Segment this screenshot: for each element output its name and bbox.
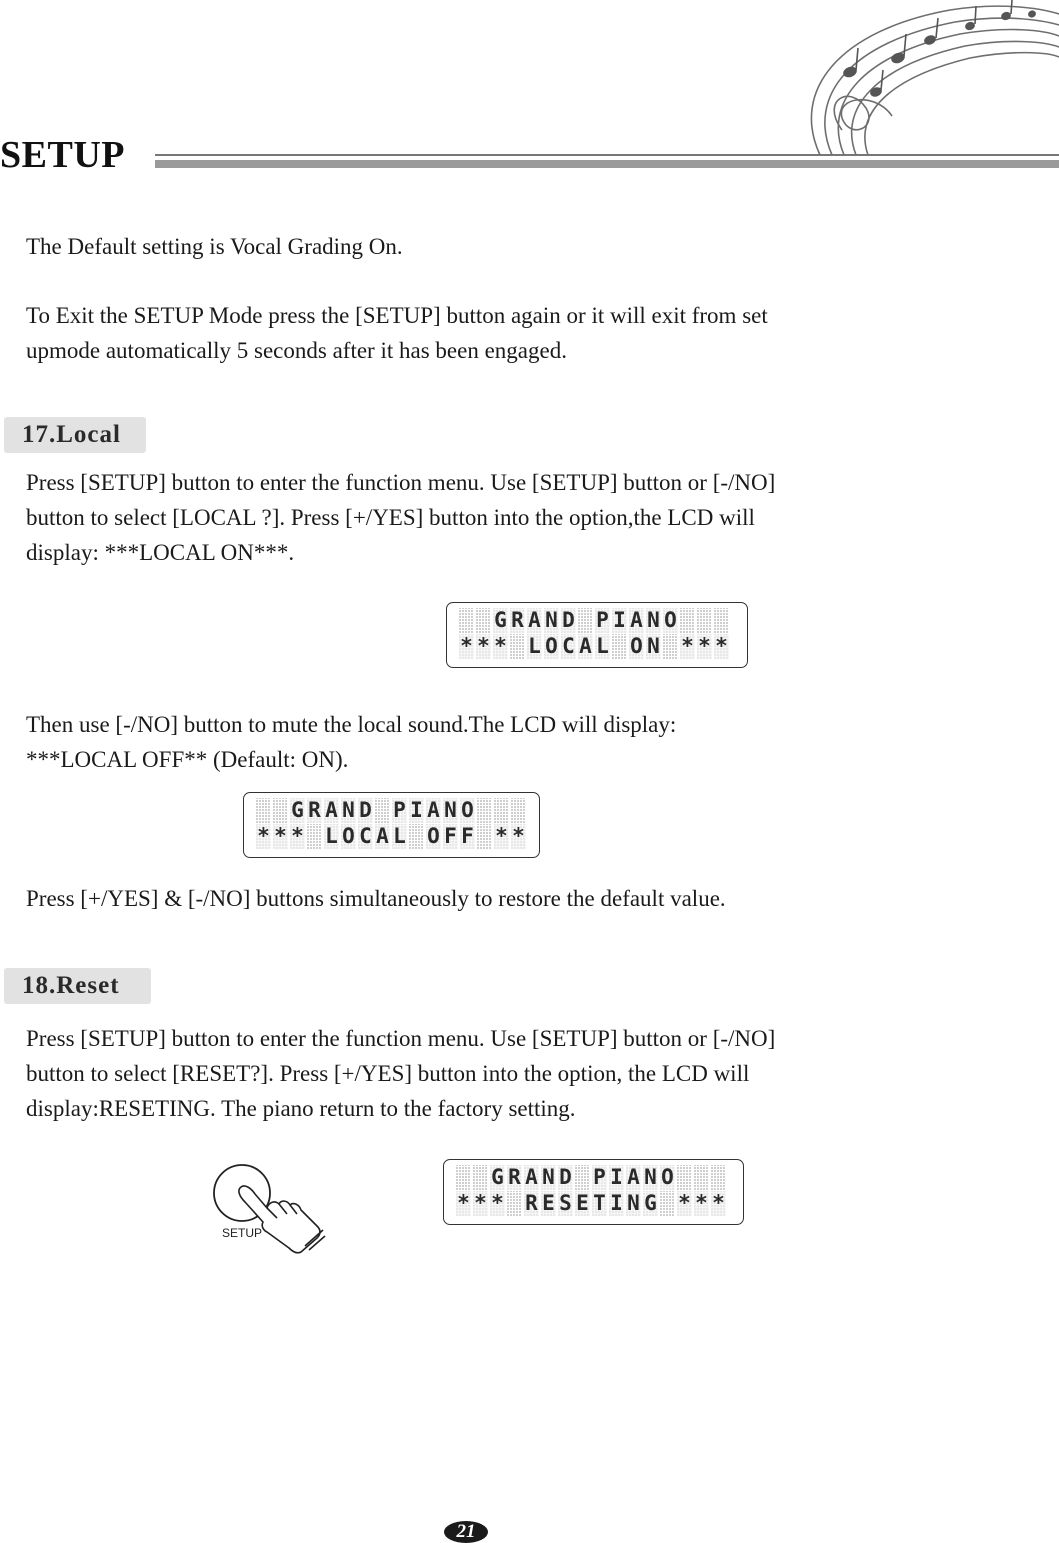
- lcd-character-cell: N: [545, 608, 558, 632]
- reset-instructions: Press [SETUP] button to enter the function menu. Use [SETUP] button or [-/NO] button to select [RESET?]. Press [+/YES] button into the option, the LCD will display:RESETING. The piano return to the factory setting.: [26, 1026, 776, 1121]
- local-mute-text: Then use [-/NO] button to mute the local sound.The LCD will display: ***LOCAL OFF** (Default: ON).: [26, 712, 677, 772]
- lcd-character-cell: I: [410, 798, 423, 822]
- lcd-line-1: [456, 1165, 731, 1190]
- lcd-character-cell: [459, 608, 474, 633]
- lcd-character-cell: R: [508, 1165, 521, 1189]
- lcd-character-cell: O: [630, 634, 643, 658]
- intro-default-text: The Default setting is Vocal Grading On.: [26, 234, 403, 259]
- lcd-character-cell: [307, 824, 322, 849]
- lcd-character-cell: [494, 798, 509, 823]
- lcd-display-local-off: [243, 792, 540, 858]
- lcd-character-cell: R: [308, 798, 321, 822]
- lcd-character-cell: A: [579, 634, 592, 658]
- lcd-character-cell: E: [542, 1191, 555, 1215]
- lcd-character-cell: A: [325, 798, 338, 822]
- lcd-character-cell: [660, 1191, 675, 1216]
- lcd-character-cell: N: [627, 1191, 640, 1215]
- lcd-character-cell: [409, 824, 424, 849]
- lcd-character-cell: L: [596, 634, 609, 658]
- lcd-character-cell: N: [647, 634, 660, 658]
- lcd-character-cell: P: [596, 608, 609, 632]
- lcd-character-cell: A: [427, 798, 440, 822]
- lcd-line-2: [456, 1191, 731, 1216]
- lcd-character-cell: N: [542, 1165, 555, 1189]
- lcd-character-cell: [273, 798, 288, 823]
- lcd-character-cell: *: [491, 1191, 504, 1215]
- lcd-character-cell: [507, 1191, 522, 1216]
- lcd-character-cell: [456, 1165, 471, 1190]
- lcd-character-cell: A: [376, 824, 389, 848]
- lcd-display-resetting: [443, 1159, 744, 1225]
- lcd-character-cell: A: [525, 1165, 538, 1189]
- lcd-character-cell: *: [681, 634, 694, 658]
- lcd-character-cell: L: [325, 824, 338, 848]
- lcd-character-cell: *: [274, 824, 287, 848]
- lcd-character-cell: N: [444, 798, 457, 822]
- lcd-character-cell: [663, 634, 678, 659]
- lcd-character-cell: *: [457, 1191, 470, 1215]
- lcd-character-cell: [711, 1165, 726, 1190]
- lcd-character-cell: I: [613, 608, 626, 632]
- lcd-character-cell: O: [664, 608, 677, 632]
- lcd-character-cell: E: [576, 1191, 589, 1215]
- lcd-character-cell: [694, 1165, 709, 1190]
- music-notes-decoration: [780, 0, 1059, 158]
- lcd-character-cell: *: [257, 824, 270, 848]
- lcd-character-cell: [612, 634, 627, 659]
- lcd-character-cell: *: [712, 1191, 725, 1215]
- lcd-character-cell: *: [678, 1191, 691, 1215]
- lcd-character-cell: [256, 798, 271, 823]
- lcd-character-cell: [375, 798, 390, 823]
- lcd-character-cell: I: [610, 1165, 623, 1189]
- lcd-character-cell: *: [477, 634, 490, 658]
- lcd-character-cell: [697, 608, 712, 633]
- lcd-line-1: [459, 608, 735, 633]
- lcd-character-cell: *: [494, 634, 507, 658]
- lcd-character-cell: N: [644, 1165, 657, 1189]
- lcd-character-cell: [578, 608, 593, 633]
- setup-button-press-icon: [205, 1160, 330, 1255]
- lcd-character-cell: C: [359, 824, 372, 848]
- lcd-character-cell: [511, 798, 526, 823]
- lcd-character-cell: [477, 798, 492, 823]
- lcd-character-cell: *: [474, 1191, 487, 1215]
- lcd-character-cell: O: [427, 824, 440, 848]
- local-restore-text: Press [+/YES] & [-/NO] buttons simultaneously to restore the default value.: [26, 886, 726, 911]
- lcd-character-cell: O: [461, 798, 474, 822]
- lcd-character-cell: A: [627, 1165, 640, 1189]
- lcd-character-cell: I: [610, 1191, 623, 1215]
- lcd-character-cell: A: [528, 608, 541, 632]
- lcd-character-cell: O: [545, 634, 558, 658]
- lcd-character-cell: G: [644, 1191, 657, 1215]
- lcd-character-cell: *: [698, 634, 711, 658]
- lcd-character-cell: *: [695, 1191, 708, 1215]
- lcd-character-cell: [476, 608, 491, 633]
- lcd-character-cell: [477, 824, 492, 849]
- section-heading-reset: 18.Reset: [4, 968, 151, 1004]
- lcd-character-cell: [680, 608, 695, 633]
- lcd-character-cell: G: [291, 798, 304, 822]
- lcd-character-cell: A: [630, 608, 643, 632]
- page-title: SETUP: [0, 134, 125, 176]
- lcd-character-cell: F: [461, 824, 474, 848]
- lcd-character-cell: L: [393, 824, 406, 848]
- lcd-character-cell: R: [511, 608, 524, 632]
- lcd-character-cell: N: [647, 608, 660, 632]
- lcd-character-cell: *: [460, 634, 473, 658]
- lcd-character-cell: N: [342, 798, 355, 822]
- lcd-character-cell: P: [593, 1165, 606, 1189]
- lcd-character-cell: [473, 1165, 488, 1190]
- intro-exit-text: To Exit the SETUP Mode press the [SETUP] button again or it will exit from set upmode automatically 5 seconds after it has been engaged.: [26, 303, 768, 363]
- lcd-character-cell: O: [661, 1165, 674, 1189]
- lcd-character-cell: *: [715, 634, 728, 658]
- lcd-character-cell: F: [444, 824, 457, 848]
- lcd-character-cell: T: [593, 1191, 606, 1215]
- lcd-character-cell: S: [559, 1191, 572, 1215]
- local-instructions: Press [SETUP] button to enter the function menu. Use [SETUP] button or [-/NO] button to select [LOCAL ?]. Press [+/YES] button into the option,the LCD will display: ***LOCAL ON***.: [26, 470, 776, 565]
- lcd-character-cell: *: [291, 824, 304, 848]
- setup-button-label: SETUP: [222, 1226, 263, 1240]
- lcd-character-cell: R: [525, 1191, 538, 1215]
- lcd-character-cell: [714, 608, 729, 633]
- lcd-character-cell: D: [562, 608, 575, 632]
- lcd-character-cell: O: [342, 824, 355, 848]
- lcd-character-cell: D: [559, 1165, 572, 1189]
- lcd-character-cell: *: [495, 824, 508, 848]
- lcd-display-local-on: [446, 602, 748, 668]
- lcd-character-cell: *: [512, 824, 525, 848]
- lcd-character-cell: D: [359, 798, 372, 822]
- lcd-line-2: [459, 634, 735, 659]
- lcd-character-cell: G: [494, 608, 507, 632]
- lcd-character-cell: C: [562, 634, 575, 658]
- lcd-character-cell: P: [393, 798, 406, 822]
- lcd-character-cell: G: [491, 1165, 504, 1189]
- section-heading-local: 17.Local: [4, 417, 146, 453]
- lcd-character-cell: [575, 1165, 590, 1190]
- lcd-character-cell: L: [528, 634, 541, 658]
- lcd-line-1: [256, 798, 527, 823]
- lcd-line-2: [256, 824, 527, 849]
- lcd-character-cell: [510, 634, 525, 659]
- page-number: 21: [444, 1521, 488, 1543]
- lcd-character-cell: [677, 1165, 692, 1190]
